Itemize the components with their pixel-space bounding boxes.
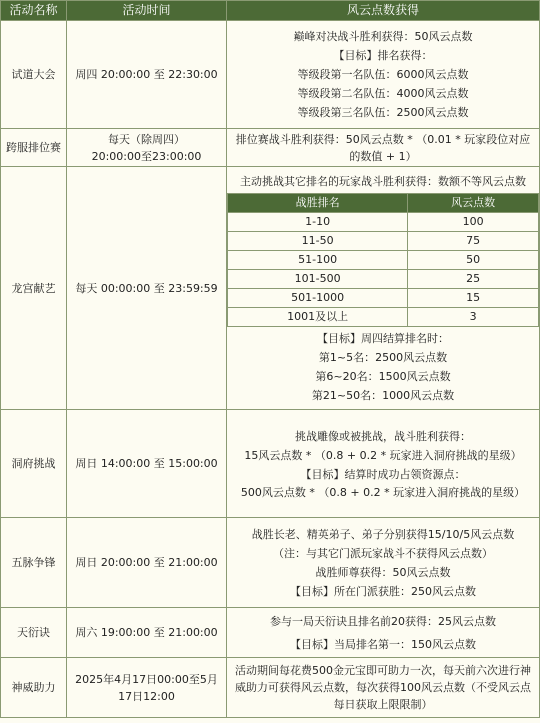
activity-time: 周六 19:00:00 至 21:00:00 bbox=[67, 608, 227, 658]
points-line: 【目标】结算时成功占领资源点： bbox=[300, 467, 466, 481]
points-cell bbox=[227, 129, 540, 167]
table-row bbox=[228, 288, 539, 307]
time-line: 每天（除周四） bbox=[108, 132, 185, 146]
points-line: 战胜师尊获得：50风云点数 bbox=[315, 565, 451, 579]
header-activity-time: 活动时间 bbox=[67, 1, 227, 21]
row-cross-server bbox=[1, 129, 540, 167]
points-line: 第6~20名：1500风云点数 bbox=[315, 369, 451, 383]
points-line: 【目标】周四结算排名时： bbox=[317, 331, 449, 345]
points-line: 参与一局天衍诀且排名前20获得：25风云点数 bbox=[270, 614, 496, 628]
time-text: 2025年4月17日00:00至5月17日12:00 bbox=[75, 672, 218, 703]
points-line: 【目标】排名获得： bbox=[333, 49, 433, 62]
header-activity-name: 活动名称 bbox=[1, 1, 67, 21]
points-intro: 主动挑战其它排名的玩家战斗胜利获得：数额不等风云点数 bbox=[240, 174, 526, 188]
points-line: 第1~5名：2500风云点数 bbox=[318, 350, 448, 364]
points-line: 挑战雕像或被挑战，战斗胜利获得： bbox=[295, 429, 471, 443]
row-trial bbox=[1, 21, 540, 129]
rank-cell: 501-1000 bbox=[228, 288, 408, 307]
activity-time bbox=[67, 658, 227, 718]
activity-name: 神威助力 bbox=[1, 658, 67, 718]
activity-time: 周日 14:00:00 至 15:00:00 bbox=[67, 410, 227, 518]
row-five-veins bbox=[1, 518, 540, 608]
points-value: 75 bbox=[408, 231, 539, 250]
points-cell bbox=[227, 21, 540, 129]
header-points: 风云点数获得 bbox=[227, 1, 540, 21]
points-line: 【目标】当局排名第一：150风云点数 bbox=[290, 637, 476, 651]
activity-time: 每天 00:00:00 至 23:59:59 bbox=[67, 167, 227, 410]
points-header: 风云点数 bbox=[408, 193, 539, 212]
row-divine-assist bbox=[1, 658, 540, 718]
points-cell bbox=[227, 518, 540, 608]
points-cell bbox=[227, 167, 540, 410]
points-value: 100 bbox=[408, 212, 539, 231]
points-text: 活动期间每花费500金元宝即可助力一次，每天前六次进行神威助力可获得风云点数，每次获得100风云点数（不受风云点每日获取上限限制） bbox=[235, 664, 531, 711]
activity-name: 五脉争锋 bbox=[1, 518, 67, 608]
points-line: （注：与其它门派玩家战斗不获得风云点数） bbox=[273, 546, 493, 560]
rank-cell: 1-10 bbox=[228, 212, 408, 231]
table-row bbox=[228, 212, 539, 231]
activity-name: 天衍诀 bbox=[1, 608, 67, 658]
rank-points-table bbox=[227, 193, 539, 327]
points-line: 等级段第二名队伍：4000风云点数 bbox=[297, 87, 469, 100]
points-value: 50 bbox=[408, 250, 539, 269]
rank-table-header bbox=[228, 193, 539, 212]
rank-header: 战胜排名 bbox=[228, 193, 408, 212]
activity-time: 周四 20:00:00 至 22:30:00 bbox=[67, 21, 227, 129]
points-value: 3 bbox=[408, 307, 539, 326]
points-line: 【目标】所在门派获胜：250风云点数 bbox=[290, 584, 476, 598]
points-line: 15风云点数 * （0.8 + 0.2 * 玩家进入洞府挑战的星级） bbox=[244, 448, 522, 462]
activity-name: 跨服排位赛 bbox=[1, 129, 67, 167]
table-row bbox=[228, 307, 539, 326]
rank-cell: 11-50 bbox=[228, 231, 408, 250]
points-text: 排位赛战斗胜利获得：50风云点数 * （0.01 * 玩家段位对应的数值 + 1） bbox=[235, 132, 531, 163]
header-row bbox=[1, 1, 540, 21]
points-cell bbox=[227, 410, 540, 518]
rank-cell: 51-100 bbox=[228, 250, 408, 269]
activity-time: 周日 20:00:00 至 21:00:00 bbox=[67, 518, 227, 608]
points-line: 500风云点数 * （0.8 + 0.2 * 玩家进入洞府挑战的星级） bbox=[240, 485, 526, 499]
points-cell bbox=[227, 658, 540, 718]
points-line: 第21~50名：1000风云点数 bbox=[311, 388, 455, 402]
points-value: 15 bbox=[408, 288, 539, 307]
activity-name: 试道大会 bbox=[1, 21, 67, 129]
table-row bbox=[228, 231, 539, 250]
points-cell bbox=[227, 608, 540, 658]
row-tianyan bbox=[1, 608, 540, 658]
points-line: 巅峰对决战斗胜利获得：50风云点数 bbox=[293, 30, 473, 43]
row-cave-challenge bbox=[1, 410, 540, 518]
activity-name: 洞府挑战 bbox=[1, 410, 67, 518]
points-line: 战胜长老、精英弟子、弟子分别获得15/10/5风云点数 bbox=[251, 527, 515, 541]
time-line: 20:00:00至23:00:00 bbox=[91, 149, 202, 163]
table-row bbox=[228, 269, 539, 288]
points-value: 25 bbox=[408, 269, 539, 288]
rank-cell: 1001及以上 bbox=[228, 307, 408, 326]
points-line: 等级段第三名队伍：2500风云点数 bbox=[297, 106, 469, 119]
table-row bbox=[228, 250, 539, 269]
row-dragon-palace bbox=[1, 167, 540, 410]
rank-cell: 101-500 bbox=[228, 269, 408, 288]
activity-name: 龙宫献艺 bbox=[1, 167, 67, 410]
activity-time bbox=[67, 129, 227, 167]
points-line: 等级段第一名队伍：6000风云点数 bbox=[297, 68, 469, 81]
